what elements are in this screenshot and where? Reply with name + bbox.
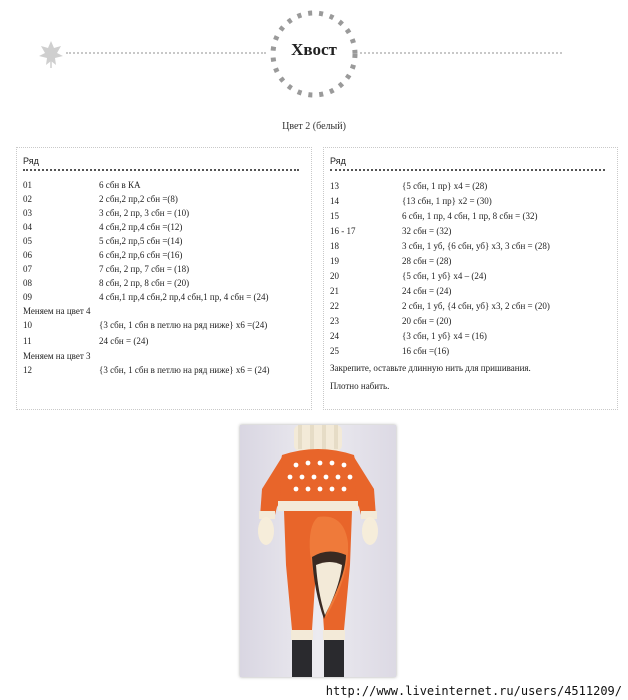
row-text: 4 сбн,2 пр,4 сбн =(12): [99, 222, 183, 232]
pattern-row: [330, 181, 613, 194]
row-text: 5 сбн,2 пр,5 сбн =(14): [99, 236, 183, 246]
row-number: 04: [23, 222, 32, 232]
row-number: 13: [330, 181, 339, 191]
pattern-row: [330, 241, 613, 254]
pattern-row: [330, 331, 613, 344]
row-text: 6 сбн в КА: [99, 180, 141, 190]
pattern-row: [23, 320, 307, 333]
pattern-row: [23, 180, 307, 193]
row-text: {5 сбн, 1 уб} х4 – (24): [402, 271, 487, 281]
pattern-row: [330, 286, 613, 299]
row-number: 20: [330, 271, 339, 281]
row-number: 14: [330, 196, 339, 206]
pattern-row: [330, 256, 613, 269]
pattern-row: [23, 292, 307, 305]
row-number: 05: [23, 236, 32, 246]
row-text: 24 сбн = (24): [99, 336, 149, 346]
row-text: 6 сбн, 1 пр, 4 сбн, 1 пр, 8 сбн = (32): [402, 211, 538, 221]
pattern-row: [330, 301, 613, 314]
color-label: Цвет 2 (белый): [282, 121, 346, 132]
row-number: 03: [23, 208, 32, 218]
row-number: 16 - 17: [330, 226, 356, 236]
row-text: 7 сбн, 2 пр, 7 сбн = (18): [99, 264, 190, 274]
row-text: 28 сбн = (28): [402, 256, 452, 266]
footer-url: http://www.liveinternet.ru/users/4511209/: [325, 684, 622, 698]
pattern-row: [330, 316, 613, 329]
row-number: 11: [23, 336, 32, 346]
pattern-row: [23, 365, 307, 378]
pattern-row: [23, 236, 307, 249]
row-number: 19: [330, 256, 339, 266]
header-divider-right: [360, 52, 562, 54]
color-change-note: Меняем на цвет 3: [23, 351, 91, 361]
row-number: 09: [23, 292, 32, 302]
row-text: 32 сбн = (32): [402, 226, 452, 236]
row-number: 08: [23, 278, 32, 288]
row-number: 15: [330, 211, 339, 221]
row-text: {5 сбн, 1 пр} х4 = (28): [402, 181, 488, 191]
pattern-row: [23, 336, 307, 349]
toy-illustration: [240, 425, 396, 677]
pattern-row: [330, 346, 613, 359]
pattern-row: [330, 196, 613, 209]
pattern-row: [23, 264, 307, 277]
pattern-row: [330, 226, 613, 239]
header-divider-left: [66, 52, 266, 54]
page-title: Хвост: [291, 40, 337, 59]
pattern-row: [23, 250, 307, 263]
instructions-panel-left: [16, 147, 312, 410]
row-text: {3 сбн, 1 сбн в петлю на ряд ниже} х6 = (24): [99, 365, 270, 375]
row-text: 4 сбн,1 пр,4 сбн,2 пр,4 сбн,1 пр, 4 сбн = (24): [99, 292, 269, 302]
pattern-row: [330, 211, 613, 224]
panel-head: Ряд: [23, 156, 39, 166]
row-text: 3 сбн, 2 пр, 3 сбн = (10): [99, 208, 190, 218]
pattern-row: [23, 222, 307, 235]
toy-photo: [240, 425, 396, 677]
row-number: 18: [330, 241, 339, 251]
row-number: 23: [330, 316, 339, 326]
row-text: 20 сбн = (20): [402, 316, 452, 326]
instructions-panel-right: [323, 147, 618, 410]
stuffing-note: Плотно набить.: [330, 381, 390, 391]
pattern-row: [330, 271, 613, 284]
row-number: 07: [23, 264, 32, 274]
panel-divider: [23, 169, 299, 171]
row-number: 22: [330, 301, 339, 311]
leaf-icon: [38, 40, 64, 68]
row-number: 10: [23, 320, 32, 330]
color-change-note: Меняем на цвет 4: [23, 306, 91, 316]
row-text: 3 сбн, 1 уб, {6 сбн, уб} х3, 3 сбн = (28): [402, 241, 550, 251]
row-number: 01: [23, 180, 32, 190]
header: [0, 0, 628, 110]
row-text: 8 сбн, 2 пр, 8 сбн = (20): [99, 278, 190, 288]
row-text: 6 сбн,2 пр,6 сбн =(16): [99, 250, 183, 260]
row-number: 24: [330, 331, 339, 341]
row-number: 21: [330, 286, 339, 296]
row-text: {13 сбн, 1 пр} х2 = (30): [402, 196, 492, 206]
row-number: 02: [23, 194, 32, 204]
finishing-note: Закрепите, оставьте длинную нить для пришивания.: [330, 363, 531, 373]
row-number: 06: [23, 250, 32, 260]
row-text: 2 сбн,2 пр,2 сбн =(8): [99, 194, 178, 204]
pattern-row: [23, 278, 307, 291]
pattern-row: [23, 194, 307, 207]
row-text: 16 сбн =(16): [402, 346, 450, 356]
row-number: 25: [330, 346, 339, 356]
row-number: 12: [23, 365, 32, 375]
pattern-row: [23, 208, 307, 221]
row-text: 2 сбн, 1 уб, {4 сбн, уб} х3, 2 сбн = (20): [402, 301, 550, 311]
panel-head: Ряд: [330, 156, 346, 166]
panel-divider: [330, 169, 605, 171]
row-text: {3 сбн, 1 сбн в петлю на ряд ниже} х6 =(24): [99, 320, 268, 330]
row-text: 24 сбн = (24): [402, 286, 452, 296]
row-text: {3 сбн, 1 уб} х4 = (16): [402, 331, 487, 341]
